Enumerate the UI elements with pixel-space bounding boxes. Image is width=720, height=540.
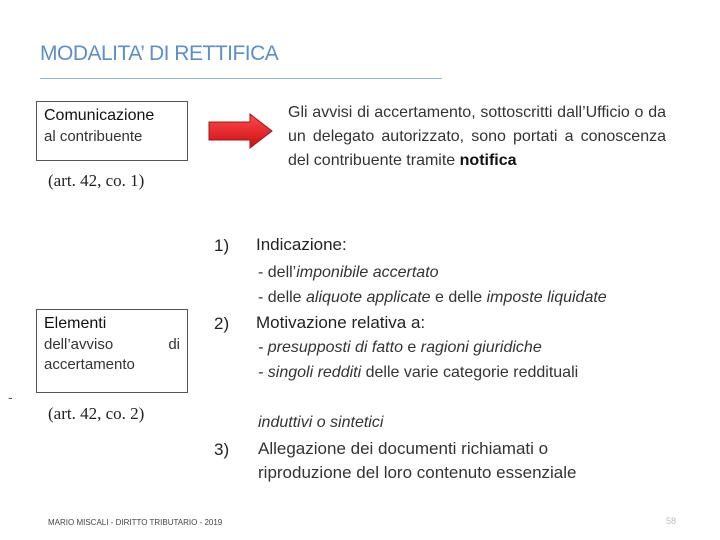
item-2-label-rest: relativa a: [346,313,426,332]
item-1-label [256,233,347,257]
art-reference-2: (art. 42, co. 2) [48,404,145,423]
right-arrow-icon [208,113,274,149]
item-1-sub-2-pre: - delle [258,289,307,306]
item-1-colon: : [342,235,347,254]
item-3-line-2: riproduzione del loro contenuto essenziale [258,463,577,482]
item-1-sub-2-italic-1: aliquote applicate [306,289,431,306]
item-2-sub-2-rest: delle varie categorie reddituali [361,364,579,381]
item-2-sub-1-mid: e [402,339,421,356]
elementi-box [36,309,188,393]
item-1-label-text: Indicazione [256,235,343,254]
box2-subtitle-line1: dell’avviso di [44,336,180,353]
slide-title: MODALITA’ DI RETTIFICA [40,42,279,65]
item-1-sub-2-mid: e delle [430,289,487,306]
paragraph-text: Gli avvisi di accertamento, sottoscritti dall’Ufficio o da un delegato autorizzato, sono portati a conoscenza del contribuente tramite [288,104,666,169]
item-1-sub-1 [258,262,439,284]
left-dash: - [8,389,13,405]
footer-text: MARIO MISCALI - DIRITTO TRIBUTARIO - 2019 [48,518,223,527]
box1-title: Comunicazione [44,107,155,124]
item-2-sub-3-italic: induttivi o sintetici [258,414,384,431]
item-2-sub-2-italic: - singoli redditi [258,364,362,381]
item-1-sub-1-pre: - dell’ [258,264,297,281]
item-1-number: 1) [214,236,230,255]
item-2-label-text: Motivazione [256,313,347,332]
paragraph-bold: notifica [459,152,517,169]
item-2-sub-2 [258,362,578,384]
item-2-label [256,311,425,335]
box1-subtitle: al contribuente [44,128,143,145]
box2-subtitle-line2: accertamento [44,356,135,373]
art-reference-1: (art. 42, co. 1) [48,171,145,190]
item-1-sub-2 [258,287,607,309]
item-1-sub-2-italic-2: imposte liquidate [486,289,607,306]
box2-title: Elementi [44,315,107,332]
page-number: 58 [666,516,677,526]
item-2-sub-1-italic-2: ragioni giuridiche [420,339,542,356]
item-2-sub-1 [258,337,542,359]
item-1-sub-1-italic: imponibile accertato [296,264,439,281]
item-3-number: 3) [214,440,230,459]
notifica-paragraph [288,101,666,173]
item-3-line-1: Allegazione dei documenti richiamati o [258,439,549,458]
item-2-sub-1-italic-1: - presupposti di fatto [258,339,403,356]
item-2-number: 2) [214,314,230,333]
item-2-sub-3 [258,412,383,434]
comunicazione-box [36,101,188,161]
title-underline [40,78,442,79]
